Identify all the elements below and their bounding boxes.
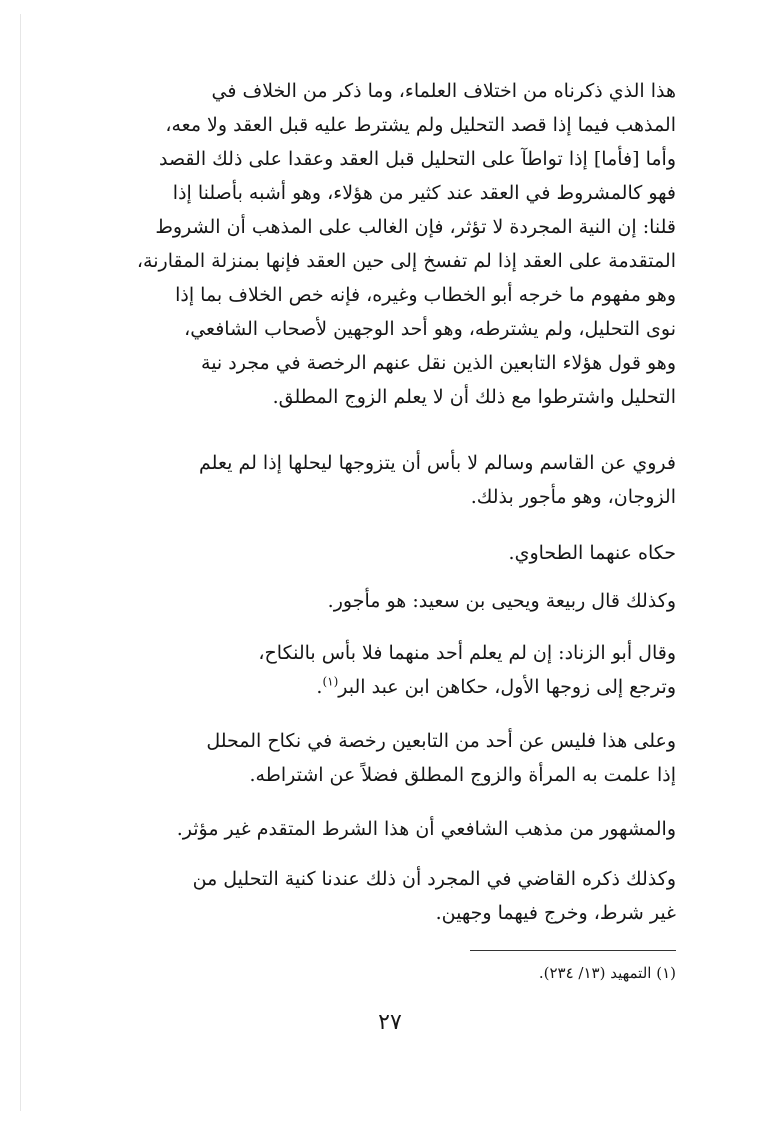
text-line: الزوجان، وهو مأجور بذلك. bbox=[470, 486, 676, 508]
text-line: فهو كالمشروط في العقد عند كثير من هؤلاء، وهو أشبه بأصلنا إذا bbox=[172, 182, 676, 204]
text-line: نوى التحليل، ولم يشترطه، وهو أحد الوجهين لأصحاب الشافعي، bbox=[184, 318, 676, 340]
paragraph-8 bbox=[104, 862, 676, 930]
text-line: وهو مفهوم ما خرجه أبو الخطاب وغيره، فإنه خص الخلاف بما إذا bbox=[175, 284, 676, 306]
paragraph-4 bbox=[104, 584, 676, 618]
scan-edge-line bbox=[20, 14, 21, 1111]
text-line: حكاه عنهما الطحاوي. bbox=[508, 542, 676, 564]
footnote: (١) التمهيد (١٣/ ٢٣٤). bbox=[538, 964, 676, 982]
text-line: التحليل واشترطوا مع ذلك أن لا يعلم الزوج المطلق. bbox=[272, 386, 676, 408]
paragraph-1 bbox=[104, 74, 676, 414]
paragraph-2 bbox=[104, 446, 676, 514]
text-line: وترجع إلى زوجها الأول، حكاهن ابن عبد البر bbox=[338, 676, 676, 698]
text-line: وقال أبو الزناد: إن لم يعلم أحد منهما فلا بأس بالنكاح، bbox=[258, 642, 676, 664]
text-line: وكذلك قال ربيعة ويحيى بن سعيد: هو مأجور. bbox=[327, 590, 676, 612]
paragraph-5 bbox=[104, 636, 676, 704]
text-line-with-footnote bbox=[104, 670, 676, 704]
text-line: والمشهور من مذهب الشافعي أن هذا الشرط المتقدم غير مؤثر. bbox=[176, 818, 676, 840]
text-line: إذا علمت به المرأة والزوج المطلق فضلاً عن اشتراطه. bbox=[249, 764, 676, 786]
text-line: وكذلك ذكره القاضي في المجرد أن ذلك عندنا كنية التحليل من bbox=[192, 868, 676, 890]
text-line: فروي عن القاسم وسالم لا بأس أن يتزوجها ليحلها إذا لم يعلم bbox=[199, 452, 676, 474]
paragraph-7 bbox=[104, 812, 676, 846]
text-line: قلنا: إن النية المجردة لا تؤثر، فإن الغالب على المذهب أن الشروط bbox=[155, 216, 676, 238]
text-line: غير شرط، وخرج فيهما وجهين. bbox=[435, 902, 676, 924]
page-number: ٢٧ bbox=[378, 1010, 402, 1035]
text-line: وعلى هذا فليس عن أحد من التابعين رخصة في نكاح المحلل bbox=[206, 730, 676, 752]
paragraph-3 bbox=[104, 536, 676, 570]
text-line: وهو قول هؤلاء التابعين الذين نقل عنهم الرخصة في مجرد نية bbox=[201, 352, 676, 374]
sentence-end: . bbox=[316, 676, 323, 698]
text-line: هذا الذي ذكرناه من اختلاف العلماء، وما ذكر من الخلاف في bbox=[211, 80, 676, 102]
text-line: وأما [فأما] إذا تواطآ على التحليل قبل العقد وعقدا على ذلك القصد bbox=[158, 148, 676, 170]
text-line: المتقدمة على العقد إذا لم تفسخ إلى حين العقد فإنها بمنزلة المقارنة، bbox=[136, 250, 676, 272]
text-line: المذهب فيما إذا قصد التحليل ولم يشترط عليه قبل العقد ولا معه، bbox=[165, 114, 676, 136]
paragraph-6 bbox=[104, 724, 676, 792]
footnote-separator bbox=[470, 950, 676, 951]
footnote-reference: (١) bbox=[322, 674, 339, 689]
